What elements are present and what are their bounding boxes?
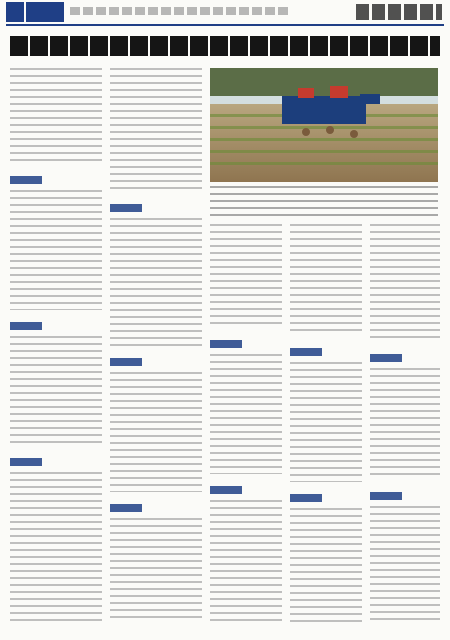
column-1-subheading-1 (10, 176, 42, 184)
section-name-block (26, 2, 64, 22)
column-5-text-2 (370, 368, 440, 480)
column-2-subheading-1 (110, 204, 142, 212)
column-1-text-1 (10, 68, 102, 164)
column-2-subheading-3 (110, 504, 142, 512)
column-5-subheading-1 (370, 354, 402, 362)
column-4-text-1 (290, 224, 362, 336)
farm-photo-art (210, 68, 438, 182)
issue-meta-strip (70, 7, 290, 15)
column-3-subheading-2 (210, 486, 242, 494)
article-column-1 (10, 68, 102, 628)
column-1-subheading-2 (10, 322, 42, 330)
column-2-subheading-2 (110, 358, 142, 366)
column-1-text-2 (10, 190, 102, 310)
column-5-text-1 (370, 224, 440, 342)
article-column-3 (210, 224, 282, 628)
page-number-block (6, 2, 24, 22)
column-3-text-2 (210, 354, 282, 474)
column-2-text-1 (110, 68, 202, 192)
column-4-text-2 (290, 362, 362, 482)
column-5-subheading-2 (370, 492, 402, 500)
column-2-text-4 (110, 518, 202, 622)
column-1-text-4 (10, 472, 102, 622)
farm-photo (210, 68, 438, 182)
headline (10, 36, 440, 56)
photo-caption-text (210, 186, 438, 216)
article-column-5 (370, 224, 440, 628)
column-4-text-3 (290, 508, 362, 622)
article-column-4 (290, 224, 362, 628)
column-1-subheading-3 (10, 458, 42, 466)
newspaper-brand-logo (356, 4, 442, 20)
column-3-text-1 (210, 224, 282, 328)
column-3-text-3 (210, 500, 282, 622)
column-2-text-3 (110, 372, 202, 492)
column-4-subheading-1 (290, 348, 322, 356)
column-4-subheading-2 (290, 494, 322, 502)
headline-text-shape (10, 36, 440, 56)
column-2-text-2 (110, 218, 202, 346)
column-5-text-3 (370, 506, 440, 622)
masthead (0, 0, 450, 24)
column-3-subheading-1 (210, 340, 242, 348)
masthead-rule (6, 24, 444, 26)
column-1-text-3 (10, 336, 102, 446)
article-column-2 (110, 68, 202, 628)
